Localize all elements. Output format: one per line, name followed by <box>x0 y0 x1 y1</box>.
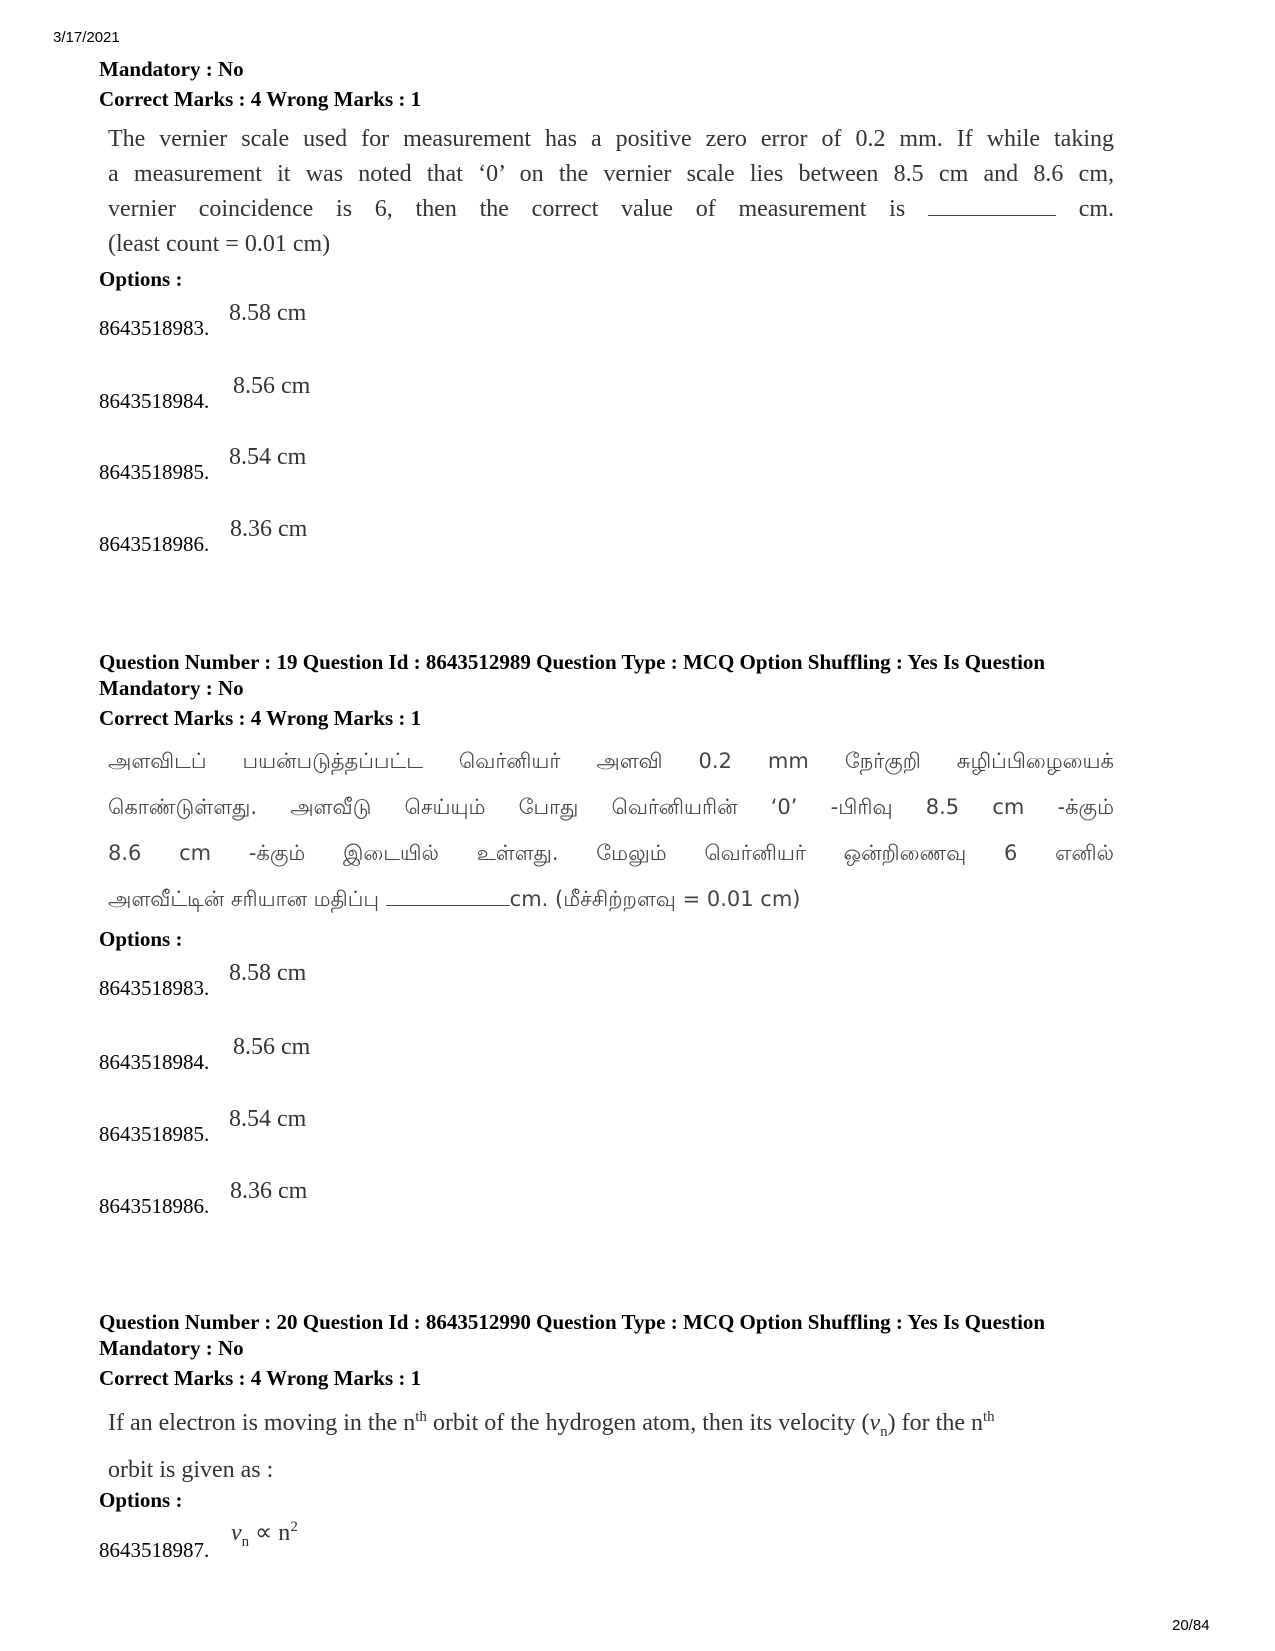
option-value: 8.56 cm <box>233 1034 311 1060</box>
q19-text-line: அளவிடப் பயன்படுத்தப்பட்ட வெர்னியர் அளவி 0.2 mm நேர்குறி சுழிப்பிழையைக் <box>108 749 1114 773</box>
q20-text-line: orbit is given as : <box>108 1456 274 1483</box>
option-value: 8.54 cm <box>229 444 307 470</box>
option-id: 8643518985. <box>99 1122 210 1146</box>
q20-marks: Correct Marks : 4 Wrong Marks : 1 <box>99 1366 422 1390</box>
option-relation: ∝ n <box>249 1520 291 1546</box>
q19-marks: Correct Marks : 4 Wrong Marks : 1 <box>99 706 422 730</box>
option-id: 8643518985. <box>99 460 210 484</box>
q18-text-line: The vernier scale used for measurement has a positive zero error of 0.2 mm. If while taking <box>108 126 1114 152</box>
q19-question-text <box>108 738 1114 922</box>
q18-text-segment: vernier coincidence is 6, then the correct value of measurement is <box>108 196 906 222</box>
option-id: 8643518986. <box>99 1194 210 1218</box>
q20-mandatory: Mandatory : No <box>99 1336 244 1360</box>
option-id: 8643518984. <box>99 1050 210 1074</box>
q20-text-line <box>108 1398 1114 1451</box>
q19-text-line: 8.6 cm -க்கும் இடையில் உள்ளது. மேலும் வெர்னியர் ஒன்றிணைவு 6 எனில் <box>108 841 1114 865</box>
q20-question-text <box>108 1398 1114 1489</box>
answer-blank <box>928 214 1056 216</box>
q19-header: Question Number : 19 Question Id : 8643512989 Question Type : MCQ Option Shuffling : Yes Is Question <box>99 650 1046 674</box>
q20-options-label: Options : <box>99 1488 183 1512</box>
option-value: 8.58 cm <box>229 960 307 986</box>
q20-header: Question Number : 20 Question Id : 8643512990 Question Type : MCQ Option Shuffling : Yes Is Question <box>99 1310 1046 1334</box>
option-id: 8643518986. <box>99 532 210 556</box>
velocity-symbol: v <box>231 1520 242 1546</box>
q18-mandatory: Mandatory : No <box>99 57 244 81</box>
q20-text-segment: ) for the n <box>887 1410 983 1436</box>
option-value: 8.56 cm <box>233 373 311 399</box>
option-value: 8.36 cm <box>230 1178 308 1204</box>
superscript: th <box>982 1409 995 1425</box>
q18-marks: Correct Marks : 4 Wrong Marks : 1 <box>99 87 422 111</box>
q19-options-label: Options : <box>99 927 183 951</box>
q18-question-text <box>108 122 1114 262</box>
q19-text-line: கொண்டுள்ளது. அளவீடு செய்யும் போது வெர்னியரின் ‘0’ -பிரிவு 8.5 cm -க்கும் <box>108 795 1114 819</box>
subscript: n <box>241 1533 250 1550</box>
option-id: 8643518984. <box>99 389 210 413</box>
option-value <box>231 1518 298 1551</box>
q18-text-line <box>108 192 1114 227</box>
q19-text-segment: அளவீட்டின் சரியான மதிப்பு <box>108 887 379 911</box>
velocity-symbol: v <box>869 1410 881 1436</box>
option-id: 8643518983. <box>99 976 210 1000</box>
option-value: 8.36 cm <box>230 516 308 542</box>
print-date: 3/17/2021 <box>53 29 120 46</box>
subscript: n <box>880 1423 888 1440</box>
q18-text-line: (least count = 0.01 cm) <box>108 231 331 257</box>
superscript: 2 <box>290 1519 298 1535</box>
q19-text-line <box>108 876 1114 922</box>
answer-blank <box>386 904 510 906</box>
q19-mandatory: Mandatory : No <box>99 676 244 700</box>
option-id: 8643518987. <box>99 1538 210 1562</box>
option-value: 8.54 cm <box>229 1106 307 1132</box>
q19-text-segment: cm. (மீச்சிற்றளவு = 0.01 cm) <box>509 887 801 911</box>
q20-text-segment: If an electron is moving in the n <box>108 1410 416 1436</box>
superscript: th <box>415 1409 427 1425</box>
q18-text-segment: cm. <box>1078 196 1115 222</box>
option-id: 8643518983. <box>99 316 210 340</box>
q18-text-line: a measurement it was noted that ‘0’ on the vernier scale lies between 8.5 cm and 8.6 cm, <box>108 161 1114 187</box>
q18-options-label: Options : <box>99 267 183 291</box>
option-value: 8.58 cm <box>229 300 307 326</box>
q20-text-segment: orbit of the hydrogen atom, then its velocity ( <box>426 1410 870 1436</box>
page-number: 20/84 <box>1172 1617 1210 1634</box>
